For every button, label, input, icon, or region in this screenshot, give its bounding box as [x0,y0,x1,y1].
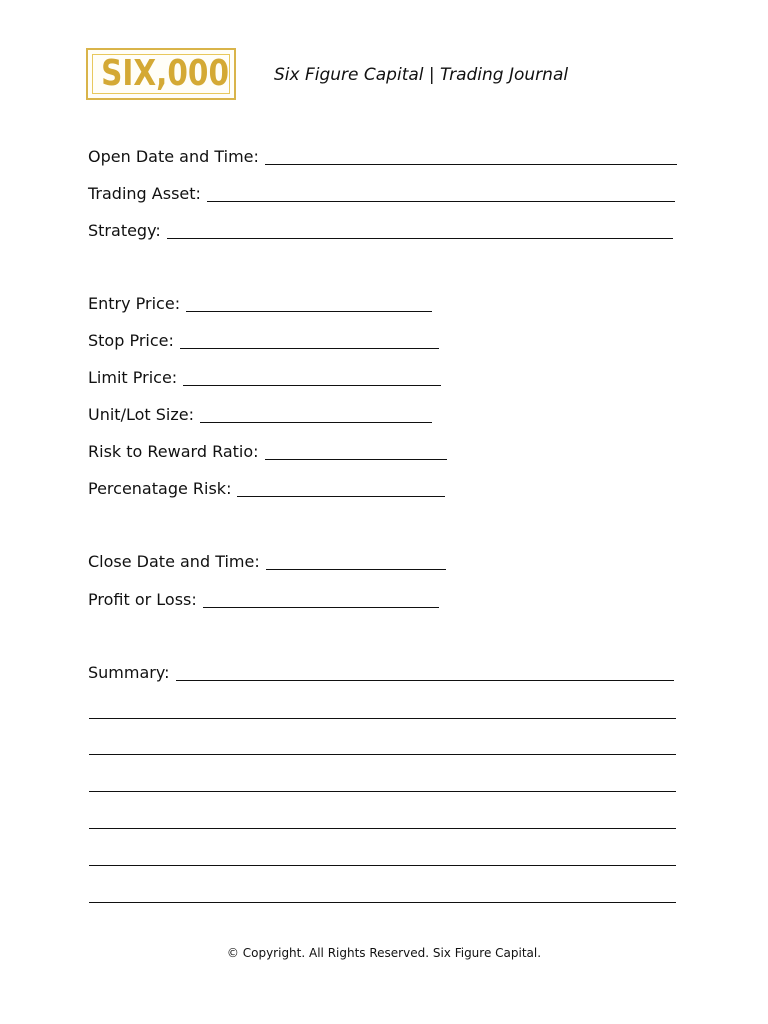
unit-lot-size-field [88,404,432,426]
limit-price-field [88,367,441,389]
summary-blank-line[interactable] [89,902,676,903]
unit-lot-size-input-line[interactable] [200,406,432,423]
summary-label: Summary: [88,663,170,682]
trading-asset-label: Trading Asset: [88,184,201,203]
trading-asset-input-line[interactable] [207,185,675,202]
stop-price-field [88,330,439,352]
six-figure-logo [86,48,236,100]
risk-reward-field [88,441,447,463]
risk-reward-label: Risk to Reward Ratio: [88,442,259,461]
profit-loss-field [88,589,439,611]
close-date-time-input-line[interactable] [266,553,446,570]
percentage-risk-field [88,478,445,500]
strategy-field [88,220,673,242]
close-date-time-field [88,551,446,573]
entry-price-input-line[interactable] [186,295,432,312]
risk-reward-input-line[interactable] [265,443,447,460]
open-date-time-field [88,146,677,168]
unit-lot-size-label: Unit/Lot Size: [88,405,194,424]
trading-asset-field [88,183,675,205]
summary-blank-line[interactable] [89,718,676,719]
limit-price-label: Limit Price: [88,368,178,387]
percentage-risk-label: Percenatage Risk: [88,479,232,498]
summary-blank-line[interactable] [89,828,676,829]
summary-blank-line[interactable] [89,865,676,866]
document-title: Six Figure Capital | Trading Journal [274,65,569,85]
open-date-time-label: Open Date and Time: [88,147,259,166]
profit-loss-input-line[interactable] [203,591,439,608]
summary-blank-line[interactable] [89,754,676,755]
open-date-time-input-line[interactable] [265,148,677,165]
percentage-risk-input-line[interactable] [237,480,445,497]
stop-price-input-line[interactable] [180,332,439,349]
close-date-time-label: Close Date and Time: [88,552,260,571]
entry-price-field [88,293,432,315]
strategy-label: Strategy: [88,221,161,240]
limit-price-input-line[interactable] [183,369,441,386]
copyright-footer: © Copyright. All Rights Reserved. Six Figure Capital. [226,946,542,960]
entry-price-label: Entry Price: [88,294,181,313]
summary-field [88,662,674,684]
profit-loss-label: Profit or Loss: [88,590,197,609]
logo-text: SIX,000 [101,53,229,94]
stop-price-label: Stop Price: [88,331,174,350]
strategy-input-line[interactable] [167,222,673,239]
summary-blank-line[interactable] [89,791,676,792]
summary-input-line[interactable] [176,664,674,681]
